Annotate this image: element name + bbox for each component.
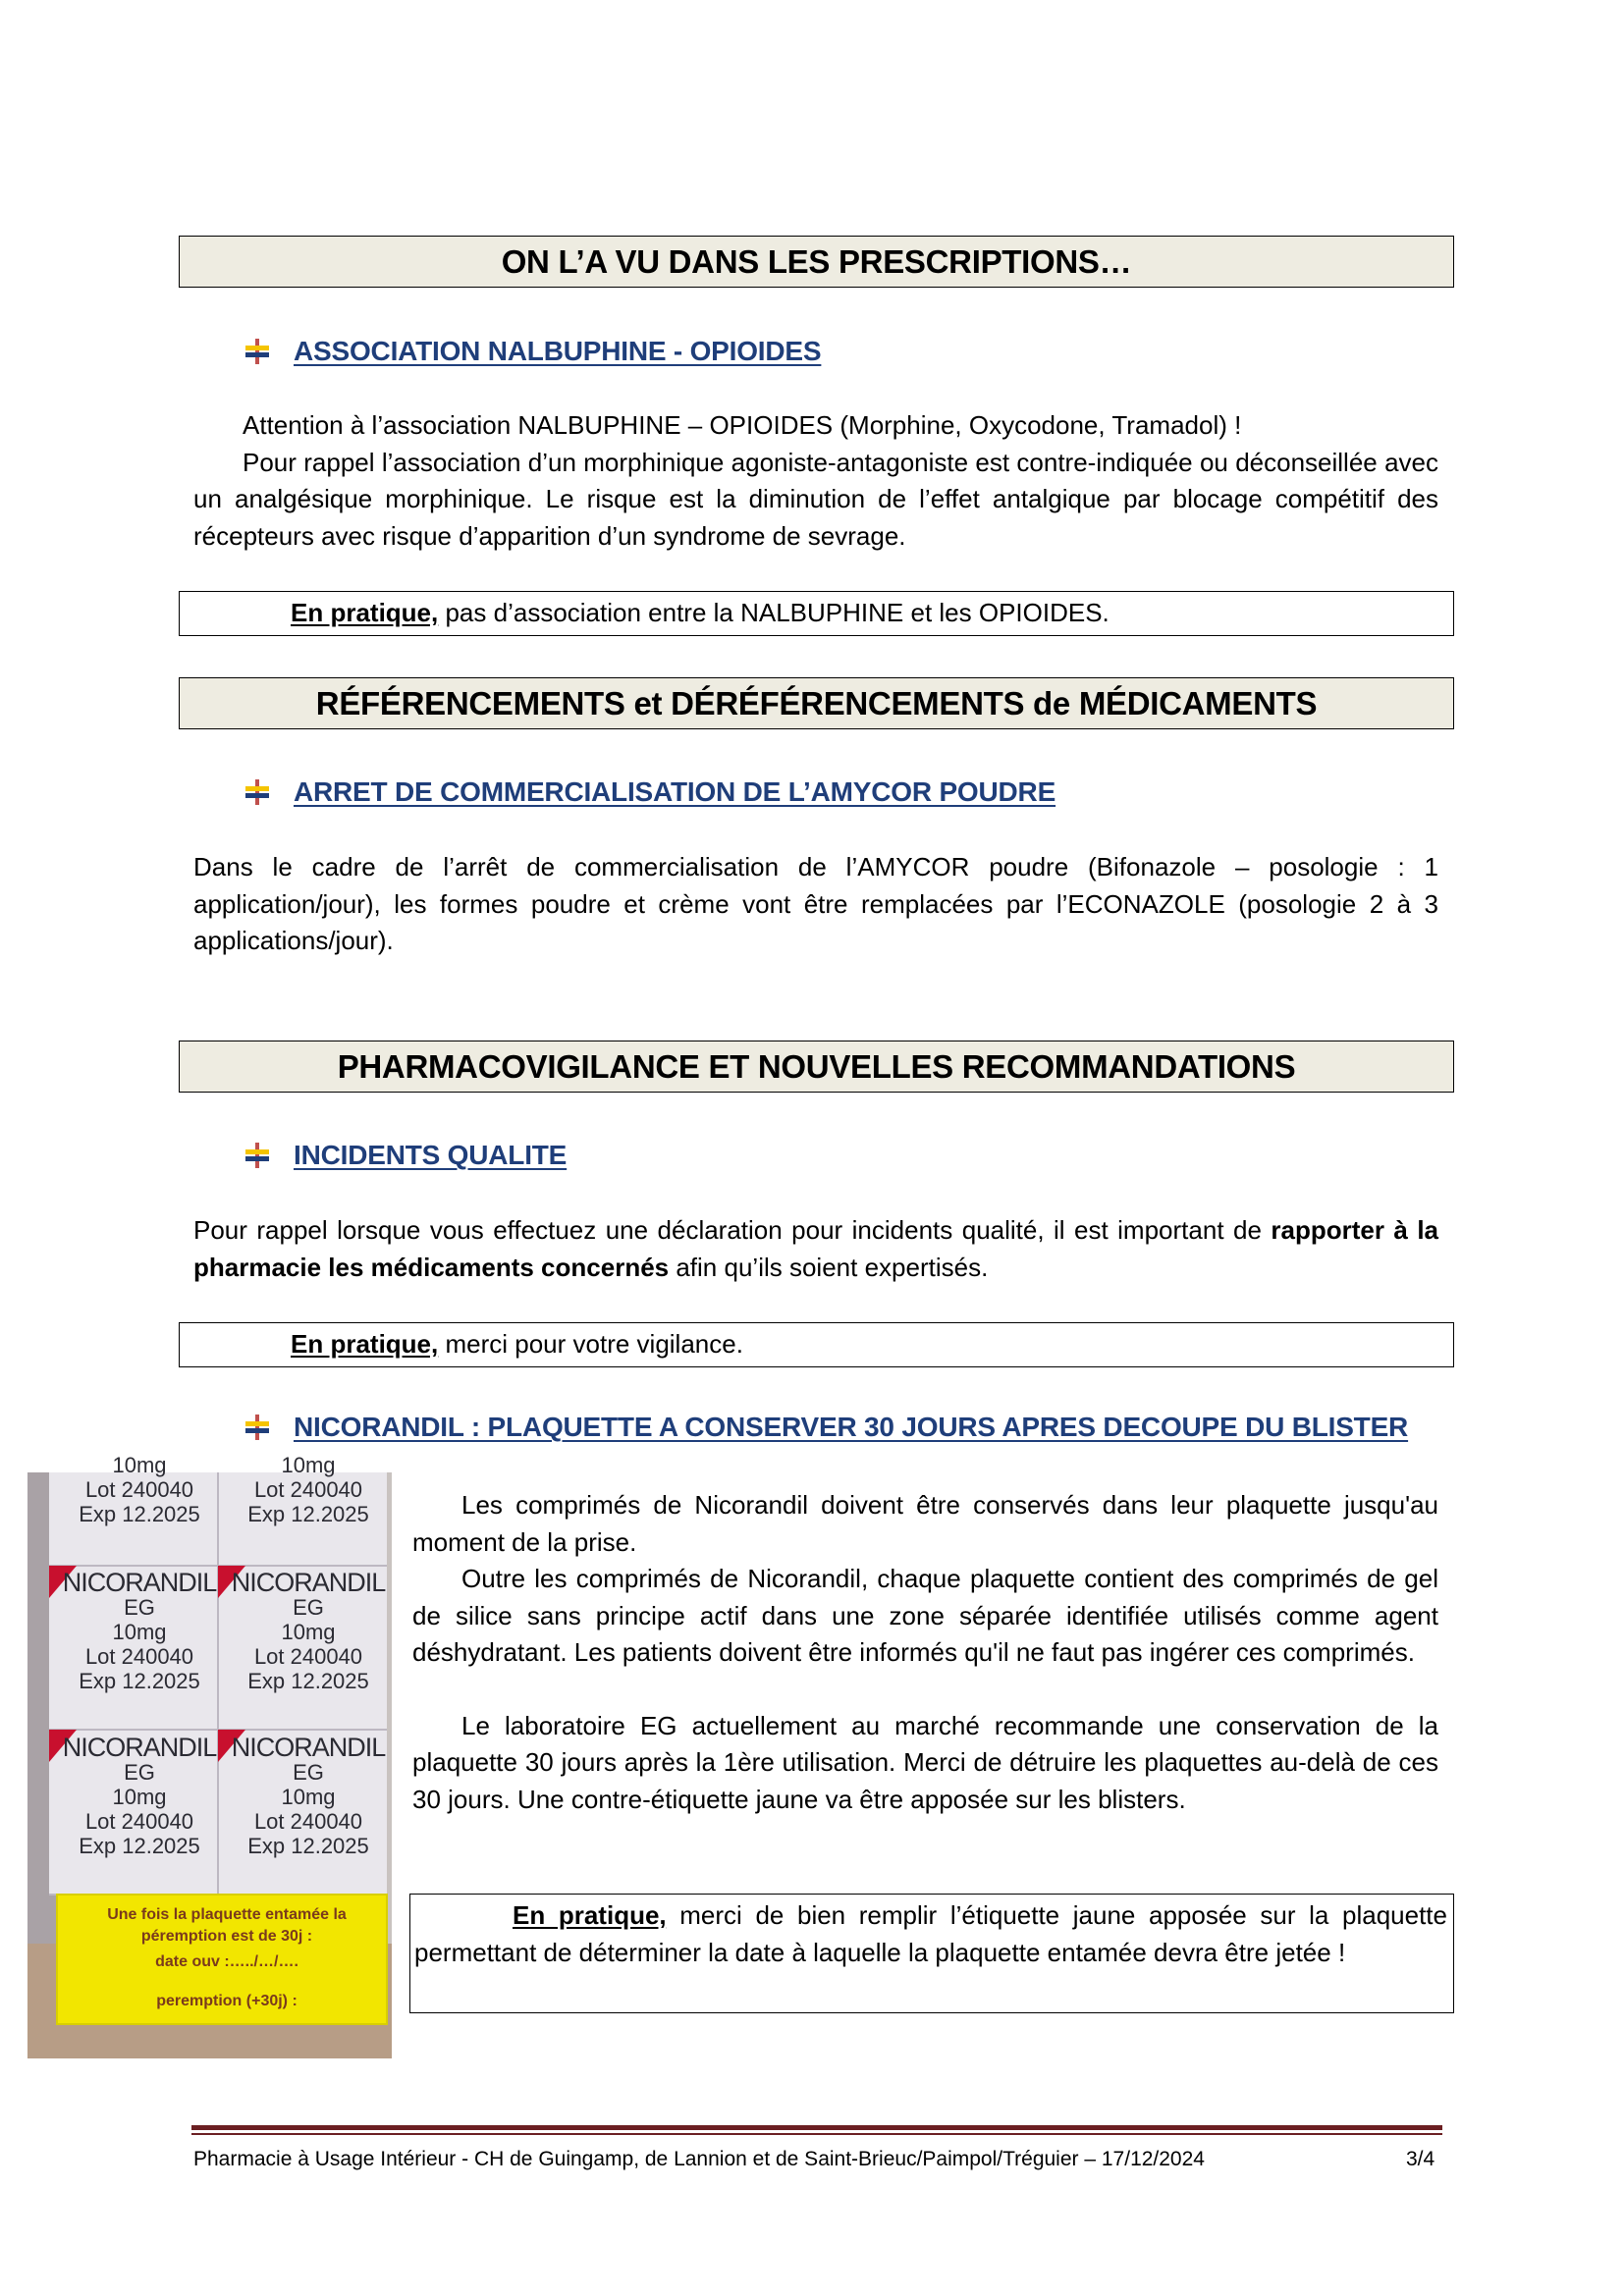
expiry-label-sticker bbox=[67, 1904, 387, 2012]
blister-eg: EG bbox=[293, 1595, 324, 1620]
blister-name: NICORANDIL bbox=[231, 1568, 386, 1597]
blister-exp: Exp 12.2025 bbox=[79, 1502, 200, 1526]
blister-cell bbox=[61, 1404, 218, 1526]
nicorandil-p1: Les comprimés de Nicorandil doivent être conservés dans leur plaquette jusqu'au moment de la prise. bbox=[412, 1490, 1438, 1557]
blister-exp: Exp 12.2025 bbox=[247, 1834, 369, 1858]
blister-dose: 10mg bbox=[281, 1785, 336, 1809]
blister-dose: 10mg bbox=[112, 1620, 167, 1644]
blister-name bbox=[61, 1404, 218, 1428]
incidents-body-start: Pour rappel lorsque vous effectuez une déclaration pour incidents qualité, il est important de bbox=[193, 1215, 1272, 1245]
blister-cell bbox=[230, 1404, 387, 1526]
section-title-text: RÉFÉRENCEMENTS et DÉRÉFÉRENCEMENTS de MÉDICAMENTS bbox=[315, 684, 1318, 721]
blister-exp: Exp 12.2025 bbox=[247, 1502, 369, 1526]
blister-cell bbox=[230, 1568, 387, 1693]
blister-exp: Exp 12.2025 bbox=[79, 1669, 200, 1693]
blister-lot: Lot 240040 bbox=[253, 1477, 363, 1502]
subheading-amycor bbox=[243, 773, 1056, 812]
incidents-body bbox=[193, 1212, 1438, 1286]
section-title-referencements bbox=[179, 677, 1454, 729]
nicorandil-p2: Outre les comprimés de Nicorandil, chaque plaquette contient des comprimés de gel de silice sans principe actif dans une zone séparée identifiée utilisés comme agent déshydratant. Les patients doivent être informés qu'il ne faut pas ingérer ces comprimés. bbox=[412, 1564, 1438, 1667]
amycor-paragraph bbox=[193, 849, 1438, 960]
blister-eg bbox=[61, 1428, 218, 1453]
section-title-text: ON L’A VU DANS LES PRESCRIPTIONS… bbox=[501, 242, 1132, 280]
en-pratique-text: merci de bien remplir l’étiquette jaune apposée sur la plaquette permettant de déterminer la date à laquelle la plaquette entamée devra être jetée ! bbox=[414, 1900, 1447, 1967]
section-title-prescriptions bbox=[179, 236, 1454, 288]
incidents-paragraph bbox=[193, 1212, 1438, 1286]
section-title-text: PHARMACOVIGILANCE ET NOUVELLES RECOMMANDATIONS bbox=[337, 1047, 1296, 1085]
blister-name: NICORANDIL bbox=[62, 1568, 217, 1597]
blister-dose: 10mg bbox=[281, 1453, 336, 1477]
blister-eg: EG bbox=[124, 1760, 155, 1785]
subheading-nalbuphine bbox=[243, 332, 821, 371]
blister-dose: 10mg bbox=[281, 1620, 336, 1644]
blister-lot: Lot 240040 bbox=[84, 1644, 194, 1669]
incidents-body-end: afin qu’ils soient expertisés. bbox=[669, 1252, 989, 1282]
footer-text: Pharmacie à Usage Intérieur - CH de Guingamp, de Lannion et de Saint-Brieuc/Paimpol/Tréguier – 17/12/2024 bbox=[193, 2148, 1205, 2170]
subheading-label: INCIDENTS QUALITE bbox=[294, 1140, 568, 1170]
blister-cells bbox=[27, 1453, 392, 1895]
blister-lot: Lot 240040 bbox=[253, 1644, 363, 1669]
blister-exp: Exp 12.2025 bbox=[247, 1669, 369, 1693]
nicorandil-blister-photo bbox=[27, 1453, 392, 2058]
en-pratique-box-incidents bbox=[179, 1322, 1454, 1367]
blister-exp: Exp 12.2025 bbox=[79, 1834, 200, 1858]
nalbuphine-body: Pour rappel l’association d’un morphinique agoniste-antagoniste est contre-indiquée ou déconseillée avec un analgésique morphinique. Le risque est la diminution de l’effet antalgique par blocage compétitif des récepteurs avec risque d’apparition d’un syndrome de sevrage. bbox=[193, 447, 1438, 551]
subheading-incidents-qualite bbox=[243, 1136, 567, 1175]
nicorandil-p3: Le laboratoire EG actuellement au marché recommande une conservation de la plaquette 30 jours après la 1ère utilisation. Merci de détruire les plaquettes au-delà de ces 30 jours. Une contre-étiquette jaune va être apposée sur les blisters. bbox=[412, 1710, 1438, 1814]
en-pratique-text: merci pour votre vigilance. bbox=[438, 1329, 743, 1359]
incidents-body-bold: rapporter à la pharmacie les médicaments concernés bbox=[193, 1215, 1439, 1282]
en-pratique-text: pas d’association entre la NALBUPHINE et les OPIOIDES. bbox=[438, 598, 1110, 627]
blister-name bbox=[230, 1404, 387, 1428]
blister-cell bbox=[61, 1735, 218, 1858]
blister-eg bbox=[230, 1428, 387, 1453]
footer-rule bbox=[191, 2125, 1442, 2130]
blister-cell bbox=[230, 1735, 387, 1858]
sticker-line: Une fois la plaquette entamée la bbox=[107, 1906, 347, 1923]
en-pratique-label: En pratique, bbox=[291, 598, 439, 627]
subheading-nicorandil bbox=[243, 1408, 1408, 1447]
sticker-line: date ouv :…../…/…. bbox=[155, 1953, 298, 1970]
blister-name: NICORANDIL bbox=[231, 1733, 386, 1762]
subheading-label: ARRET DE COMMERCIALISATION DE L’AMYCOR POUDRE bbox=[294, 776, 1056, 807]
blister-eg: EG bbox=[124, 1595, 155, 1620]
sticker-line: péremption est de 30j : bbox=[140, 1928, 313, 1945]
blister-lot: Lot 240040 bbox=[84, 1809, 194, 1834]
subheading-label: NICORANDIL : PLAQUETTE A CONSERVER 30 JOURS APRES DECOUPE DU BLISTER bbox=[294, 1412, 1409, 1442]
bullet-icon bbox=[243, 1141, 272, 1170]
bullet-icon bbox=[243, 337, 272, 366]
blister-dose: 10mg bbox=[112, 1785, 167, 1809]
nicorandil-paragraph bbox=[412, 1487, 1438, 1818]
en-pratique-box-nicorandil bbox=[409, 1894, 1454, 2013]
section-title-pharmacovigilance bbox=[179, 1041, 1454, 1093]
blister-lot: Lot 240040 bbox=[84, 1477, 194, 1502]
blister-cell bbox=[61, 1568, 218, 1693]
blister-lot: Lot 240040 bbox=[253, 1809, 363, 1834]
page-number: 3/4 bbox=[1406, 2148, 1435, 2170]
footer-rule-thin bbox=[191, 2133, 1442, 2135]
bullet-icon bbox=[243, 777, 272, 807]
blister-name: NICORANDIL bbox=[62, 1733, 217, 1762]
en-pratique-label: En pratique, bbox=[291, 1329, 439, 1359]
subheading-label: ASSOCIATION NALBUPHINE - OPIOIDES bbox=[294, 336, 822, 366]
sticker-line: peremption (+30j) : bbox=[156, 1993, 298, 2009]
en-pratique-box-nalbuphine bbox=[179, 591, 1454, 636]
nalbuphine-line1: Attention à l’association NALBUPHINE – OPIOIDES (Morphine, Oxycodone, Tramadol) ! bbox=[243, 410, 1242, 440]
nalbuphine-paragraph bbox=[193, 407, 1438, 555]
en-pratique-label: En pratique, bbox=[513, 1900, 667, 1930]
blister-eg: EG bbox=[293, 1760, 324, 1785]
blister-dose: 10mg bbox=[112, 1453, 167, 1477]
amycor-body: Dans le cadre de l’arrêt de commercialisation de l’AMYCOR poudre (Bifonazole – posologie : 1 application/jour), les formes poudre et crème vont être remplacées par l’ECONAZOLE (posologie 2 à 3 applications/jour). bbox=[193, 852, 1438, 955]
